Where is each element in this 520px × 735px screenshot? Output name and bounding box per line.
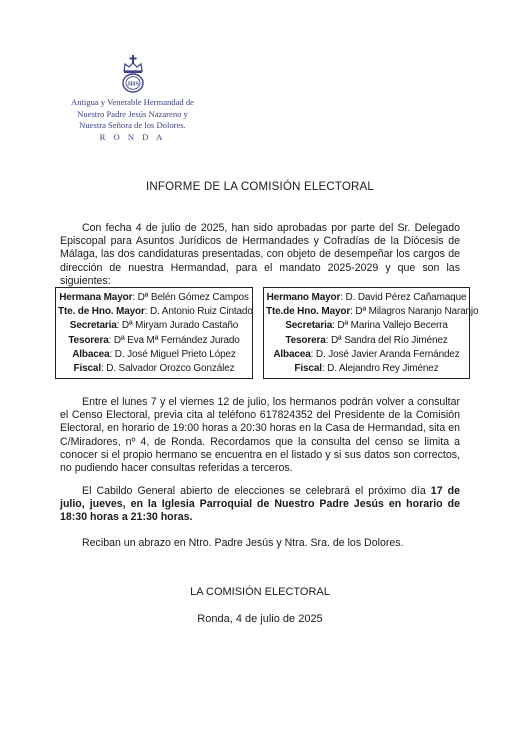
header-line: Nuestra Señora de los Dolores. bbox=[79, 120, 186, 130]
census-paragraph: Entre el lunes 7 y el viernes 12 de julio, los hermanos podrán volver a consultar el Censo Electoral, previa cita al teléfono 617824352 del Presidente de la Comisión Electoral, en horario de 19:00 horas a 20:30 horas en la Casa de Hermandad, sita en C/Miradores, nº 4, de Ronda. Recordamos que la consulta del censo se limita a conocer si el propio hermano se encuentra en el listado y si sus datos son correctos, no pudiendo hacer consultas referidas a terceros. bbox=[60, 396, 460, 475]
candidate-row: Secretaria: Dª Marina Vallejo Becerra bbox=[285, 320, 448, 332]
candidate-row: Hermana Mayor: Dª Belén Gómez Campos bbox=[59, 292, 249, 303]
signature: LA COMISIÓN ELECTORAL bbox=[190, 586, 330, 598]
candidate-row: Albacea: D. José Miguel Prieto López bbox=[72, 348, 236, 360]
candidate-row: Tesorera: Dª Sandra del Río Jiménez bbox=[285, 334, 448, 346]
brotherhood-header bbox=[60, 55, 205, 143]
candidature-box-1 bbox=[55, 287, 253, 379]
candidate-row: Fiscal: D. Alejandro Rey Jiménez bbox=[294, 363, 439, 375]
candidate-row: Fiscal: D. Salvador Orozco González bbox=[73, 363, 235, 375]
crowned-cross-seal-icon bbox=[120, 55, 146, 93]
header-city: R O N D A bbox=[99, 131, 166, 142]
candidate-row: Hermano Mayor: D. David Pérez Cañamaque bbox=[266, 292, 467, 303]
candidature-box-2 bbox=[263, 287, 479, 379]
closing-paragraph: Reciban un abrazo en Ntro. Padre Jesús y Ntra. Sra. de los Dolores. bbox=[82, 537, 404, 549]
candidate-row: Tesorera: Dª Eva Mª Fernández Jurado bbox=[68, 334, 240, 346]
header-line: Antigua y Venerable Hermandad de bbox=[71, 97, 194, 107]
intro-paragraph: Con fecha 4 de julio de 2025, han sido aprobadas por parte del Sr. Delegado Episcopal para Asuntos Jurídicos de Hermandades y Cofradías de la Diócesis de Málaga, las dos candidaturas presentadas, con objeto de desempeñar los cargos de dirección de nuestra Hermandad, para el mandato 2025-2029 y que son las siguientes: bbox=[60, 222, 460, 287]
candidate-row: Tte. de Hno. Mayor: D. Antonio Ruiz Cintado bbox=[58, 306, 253, 318]
candidate-row: Albacea: D. José Javier Aranda Fernández bbox=[273, 348, 460, 360]
document-title: INFORME DE LA COMISIÓN ELECTORAL bbox=[146, 181, 374, 193]
svg-text:JHS: JHS bbox=[126, 80, 139, 88]
candidate-row: Tte.de Hno. Mayor: Dª Milagros Naranjo Naranjo bbox=[266, 306, 479, 318]
header-line: Nuestro Padre Jesús Nazareno y bbox=[77, 108, 188, 119]
candidate-row: Secretaria: Dª Miryam Jurado Castaño bbox=[69, 320, 239, 332]
date-line: Ronda, 4 de julio de 2025 bbox=[197, 613, 323, 625]
cabildo-paragraph: El Cabildo General abierto de elecciones se celebrará el próximo día 17 de julio, jueves, en la Iglesia Parroquial de Nuestro Padre Jesús en horario de 18:30 horas a 21:30 horas. bbox=[60, 485, 460, 524]
